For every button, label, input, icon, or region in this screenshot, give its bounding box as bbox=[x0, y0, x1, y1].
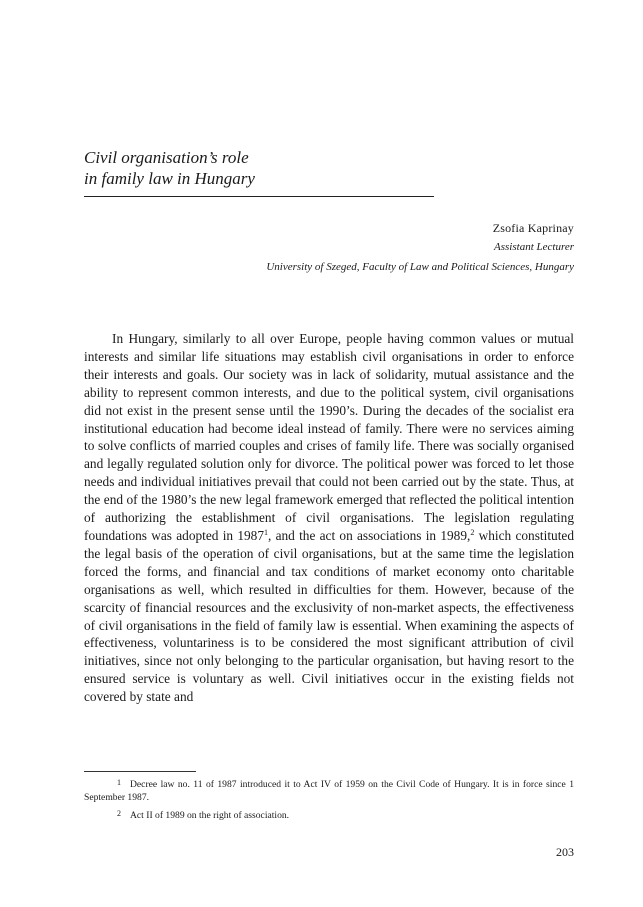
title-line-1: Civil organisation’s role bbox=[84, 148, 249, 167]
page-number: 203 bbox=[556, 845, 574, 859]
body-text-part-1: In Hungary, similarly to all over Europe, people having common values or mutual interests and similar life situations may establish civil organisations in order to enforce their interests and goals. Our society was in lack of solidarity, mutual assistance and the ability to represent common interests, and due to the political system, civil organisations did not exist in the present sense until the 1990’s. During the decades of the socialist era institutional education had become ideal instead of family. There were no services aiming to solve conflicts of married couples and crises of family life. There was socially organised and legally regulated solution only for divorce. The political power was forced to let those needs and individual initiatives prevail that could not been carried out by the state. Thus, at the end of the 1980’s the new legal framework emerged that reflected the political intention of authorizing the establishment of civil organisations. The legislation regulating foundations was adopted in 1987 bbox=[84, 331, 574, 543]
footnote-divider bbox=[84, 771, 196, 772]
title-divider bbox=[84, 196, 434, 197]
title-line-2: in family law in Hungary bbox=[84, 169, 255, 188]
footnote-1 bbox=[84, 777, 574, 804]
footnote-ref-1[interactable]: 1 bbox=[264, 527, 269, 537]
footnote-mark: 1 bbox=[117, 778, 121, 787]
footnotes bbox=[84, 777, 574, 827]
body-paragraph bbox=[84, 330, 574, 706]
footnote-mark: 2 bbox=[117, 809, 121, 818]
footnote-text: Act II of 1989 on the right of association. bbox=[130, 810, 290, 821]
footnote-2 bbox=[84, 808, 574, 823]
author-position: Assistant Lecturer bbox=[494, 241, 574, 253]
author-affiliation: University of Szeged, Faculty of Law and Political Sciences, Hungary bbox=[266, 261, 574, 273]
footnote-ref-2[interactable]: 2 bbox=[470, 527, 475, 537]
author-name: Zsofia Kaprinay bbox=[492, 221, 574, 235]
body-text-part-2: , and the act on associations in 1989, bbox=[268, 527, 471, 543]
footnote-text: Decree law no. 11 of 1987 introduced it to Act IV of 1959 on the Civil Code of Hungary. It is in force since 1 September 1987. bbox=[84, 779, 574, 803]
article-title bbox=[84, 147, 464, 189]
body-text-part-3: which constituted the legal basis of the operation of civil organisations, but at the same time the legislation forced the forms, and financial and tax conditions of market economy onto charitable organisations as well, which resulted in difficulties for them. However, because of the scarcity of financial resources and the exclusivity of non-market aspects, the effectiveness of civil organisations in the field of family law is essential. When examining the aspects of effectiveness, voluntariness is to be considered the most significant attribution of civil initiatives, since not only belonging to the particular organisation, but having resort to the ensured service is voluntary as well. Civil initiatives occur in the existing fields not covered by state and bbox=[84, 527, 574, 705]
